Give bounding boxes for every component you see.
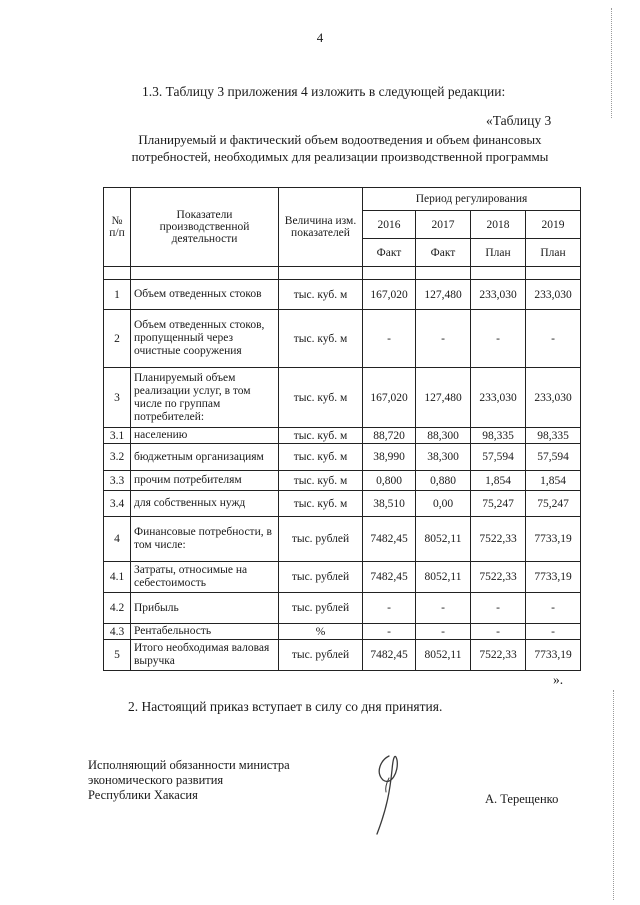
row-indicator: бюджетным организациям [131,444,279,471]
row-value: 98,335 [526,428,581,444]
row-indicator: Затраты, относимые на себестоимость [131,562,279,593]
row-value: 88,300 [416,428,471,444]
header-kind: Факт [416,239,471,267]
header-period: Период регулирования [363,188,581,211]
row-number: 4.3 [104,624,131,640]
header-year: 2016 [363,211,416,239]
row-value: - [416,310,471,368]
column-number [104,267,131,280]
header-indicator: Показатели производственной деятельности [131,188,279,267]
row-value: 38,300 [416,444,471,471]
header-year: 2018 [471,211,526,239]
row-indicator: для собственных нужд [131,491,279,517]
row-value: - [416,593,471,624]
row-value: 167,020 [363,280,416,310]
row-value: 7482,45 [363,562,416,593]
table-row [104,368,581,428]
row-value: 0,00 [416,491,471,517]
row-value: 1,854 [526,471,581,491]
row-value: 98,335 [471,428,526,444]
row-number: 3.3 [104,471,131,491]
row-value: 8052,11 [416,517,471,562]
table-row [104,491,581,517]
row-unit: тыс. куб. м [279,491,363,517]
row-value: 7522,33 [471,517,526,562]
header-unit: Величина изм. показателей [279,188,363,267]
row-unit: тыс. рублей [279,640,363,671]
table-title [110,131,570,165]
row-value: - [471,593,526,624]
row-value: 1,854 [471,471,526,491]
signatory-name: А. Терещенко [485,792,559,806]
row-value: 127,480 [416,280,471,310]
row-value: - [363,593,416,624]
row-value: 233,030 [526,280,581,310]
signatory-title [88,758,290,803]
row-value: 167,020 [363,368,416,428]
row-value: - [363,310,416,368]
scan-edge-line [611,8,612,118]
row-value: 38,510 [363,491,416,517]
data-table [103,187,581,671]
table-row [104,640,581,671]
row-number: 3 [104,368,131,428]
header-num: № п/п [104,188,131,267]
row-value: 7482,45 [363,640,416,671]
table-body [104,280,581,671]
row-value: 38,990 [363,444,416,471]
row-value: 233,030 [526,368,581,428]
row-unit: тыс. рублей [279,562,363,593]
row-value: 127,480 [416,368,471,428]
column-number [471,267,526,280]
quote-open: «Таблицу 3 [486,113,552,128]
row-value: 7733,19 [526,562,581,593]
quote-close: ». [553,672,564,687]
row-value: 7733,19 [526,640,581,671]
page-number: 4 [316,30,324,45]
intro-paragraph: 1.3. Таблицу 3 приложения 4 изложить в следующей редакции: [142,84,506,99]
row-value: 75,247 [526,491,581,517]
row-indicator: прочим потребителям [131,471,279,491]
header-kind: План [526,239,581,267]
column-number-row [104,267,581,280]
row-value: 8052,11 [416,562,471,593]
row-number: 1 [104,280,131,310]
column-number [131,267,279,280]
row-value: 88,720 [363,428,416,444]
row-indicator: населению [131,428,279,444]
row-value: 7522,33 [471,640,526,671]
column-number [363,267,416,280]
column-number [526,267,581,280]
row-number: 2 [104,310,131,368]
table-row [104,471,581,491]
row-value: - [526,310,581,368]
row-indicator: Итого необходимая валовая выручка [131,640,279,671]
table-row [104,593,581,624]
table-title-line1: Планируемый и фактический объем водоотведения и объем финансовых [138,132,542,147]
row-number: 3.4 [104,491,131,517]
row-value: 233,030 [471,368,526,428]
row-unit: тыс. куб. м [279,471,363,491]
header-kind: План [471,239,526,267]
row-unit: тыс. рублей [279,517,363,562]
row-value: - [416,624,471,640]
row-number: 4 [104,517,131,562]
row-indicator: Рентабельность [131,624,279,640]
row-indicator: Объем отведенных стоков, пропущенный через очистные сооружения [131,310,279,368]
table-row [104,444,581,471]
table-title-line2: потребностей, необходимых для реализации производственной программы [131,149,549,164]
handwritten-signature [355,742,425,842]
table-row [104,310,581,368]
row-value: - [526,624,581,640]
clause-2: 2. Настоящий приказ вступает в силу со дня принятия. [128,699,443,714]
row-value: 7482,45 [363,517,416,562]
row-value: 0,800 [363,471,416,491]
row-value: - [471,624,526,640]
row-unit: тыс. куб. м [279,310,363,368]
row-value: 7733,19 [526,517,581,562]
row-value: 57,594 [471,444,526,471]
row-value: - [471,310,526,368]
signatory-line1: Исполняющий обязанности министра [88,758,290,772]
row-number: 4.2 [104,593,131,624]
row-number: 3.1 [104,428,131,444]
row-value: 57,594 [526,444,581,471]
row-value: - [363,624,416,640]
row-unit: тыс. куб. м [279,444,363,471]
row-value: 0,880 [416,471,471,491]
row-number: 5 [104,640,131,671]
row-indicator: Финансовые потребности, в том числе: [131,517,279,562]
row-indicator: Объем отведенных стоков [131,280,279,310]
row-indicator: Прибыль [131,593,279,624]
header-year: 2017 [416,211,471,239]
row-value: 8052,11 [416,640,471,671]
table-row [104,517,581,562]
table-row [104,428,581,444]
column-number [279,267,363,280]
table-row [104,562,581,593]
table-row [104,624,581,640]
row-unit: тыс. рублей [279,593,363,624]
header-year: 2019 [526,211,581,239]
table-row [104,280,581,310]
row-number: 3.2 [104,444,131,471]
row-unit: тыс. куб. м [279,368,363,428]
signatory-line3: Республики Хакасия [88,788,198,802]
scan-edge-line [613,690,614,900]
header-kind: Факт [363,239,416,267]
row-number: 4.1 [104,562,131,593]
row-value: 7522,33 [471,562,526,593]
table-header-row [104,188,581,211]
row-unit: тыс. куб. м [279,280,363,310]
column-number [416,267,471,280]
row-value: 75,247 [471,491,526,517]
row-unit: % [279,624,363,640]
row-unit: тыс. куб. м [279,428,363,444]
row-value: - [526,593,581,624]
row-value: 233,030 [471,280,526,310]
signatory-line2: экономического развития [88,773,224,787]
row-indicator: Планируемый объем реализации услуг, в том числе по группам потребителей: [131,368,279,428]
